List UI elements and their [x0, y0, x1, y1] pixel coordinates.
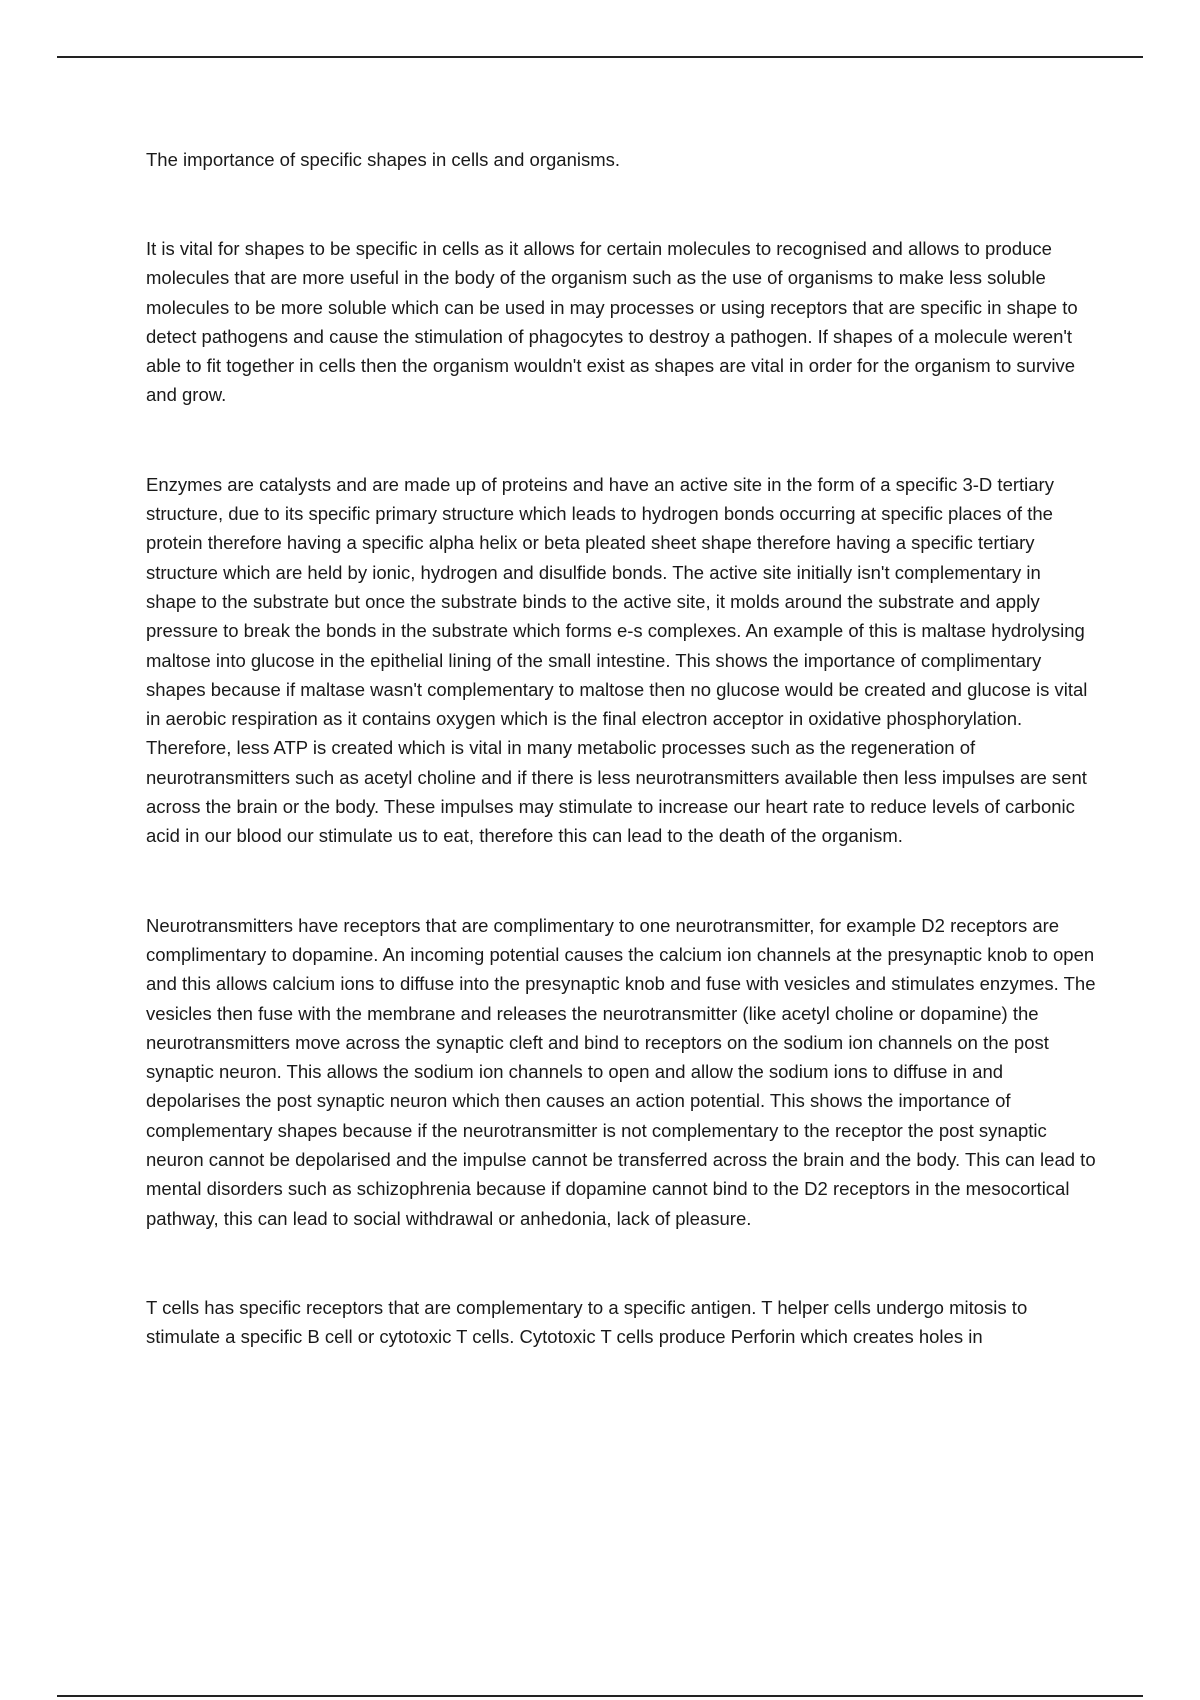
footer-rule	[57, 1695, 1143, 1697]
paragraph-neurotransmitters: Neurotransmitters have receptors that are complimentary to one neurotransmitter, for example D2 receptors are complimentary to dopamine. An incoming potential causes the calcium ion channels at the presynaptic knob to open and this allows calcium ions to diffuse into the presynaptic knob and fuse with vesicles and stimulates enzymes. The vesicles then fuse with the membrane and releases the neurotransmitter (like acetyl choline or dopamine) the neurotransmitters move across the synaptic cleft and bind to receptors on the sodium ion channels on the post synaptic neuron. This allows the sodium ion channels to open and allow the sodium ions to diffuse in and depolarises the post synaptic neuron which then causes an action potential. This shows the importance of complementary shapes because if the neurotransmitter is not complementary to the receptor the post synaptic neuron cannot be depolarised and the impulse cannot be transferred across the brain and the body. This can lead to mental disorders such as schizophrenia because if dopamine cannot bind to the D2 receptors in the mesocortical pathway, this can lead to social withdrawal or anhedonia, lack of pleasure.	[146, 914, 1096, 1229]
paragraph-t-cells: T cells has specific receptors that are complementary to a specific antigen. T helper cells undergo mitosis to stimulate a specific B cell or cytotoxic T cells. Cytotoxic T cells produce Perforin which creates holes in	[146, 1296, 1028, 1348]
header-rule	[57, 56, 1143, 58]
paragraph-shapes-importance: It is vital for shapes to be specific in cells as it allows for certain molecules to recognised and allows to produce molecules that are more useful in the body of the organism such as the use of organisms to make less soluble molecules to be more soluble which can be used in may processes or using receptors that are specific in shape to detect pathogens and cause the stimulation of phagocytes to destroy a pathogen. If shapes of a molecule weren't able to fit together in cells then the organism wouldn't exist as shapes are vital in order for the organism to survive and grow.	[146, 238, 1078, 406]
document-body	[146, 145, 1096, 1352]
paragraph-enzymes: Enzymes are catalysts and are made up of proteins and have an active site in the form of a specific 3-D tertiary structure, due to its specific primary structure which leads to hydrogen bonds occurring at specific places of the protein therefore having a specific alpha helix or beta pleated sheet shape therefore having a specific tertiary structure which are held by ionic, hydrogen and disulfide bonds. The active site initially isn't complementary in shape to the substrate but once the substrate binds to the active site, it molds around the substrate and apply pressure to break the bonds in the substrate which forms e-s complexes. An example of this is maltase hydrolysing maltose into glucose in the epithelial lining of the small intestine. This shows the importance of complimentary shapes because if maltase wasn't complementary to maltose then no glucose would be created and glucose is vital in aerobic respiration as it contains oxygen which is the final electron acceptor in oxidative phosphorylation. Therefore, less ATP is created which is vital in many metabolic processes such as the regeneration of neurotransmitters such as acetyl choline and if there is less neurotransmitters available then less impulses are sent across the brain or the body. These impulses may stimulate to increase our heart rate to reduce levels of carbonic acid in our blood our stimulate us to eat, therefore this can lead to the death of the organism.	[146, 473, 1088, 847]
document-title: The importance of specific shapes in cells and organisms.	[146, 149, 621, 170]
